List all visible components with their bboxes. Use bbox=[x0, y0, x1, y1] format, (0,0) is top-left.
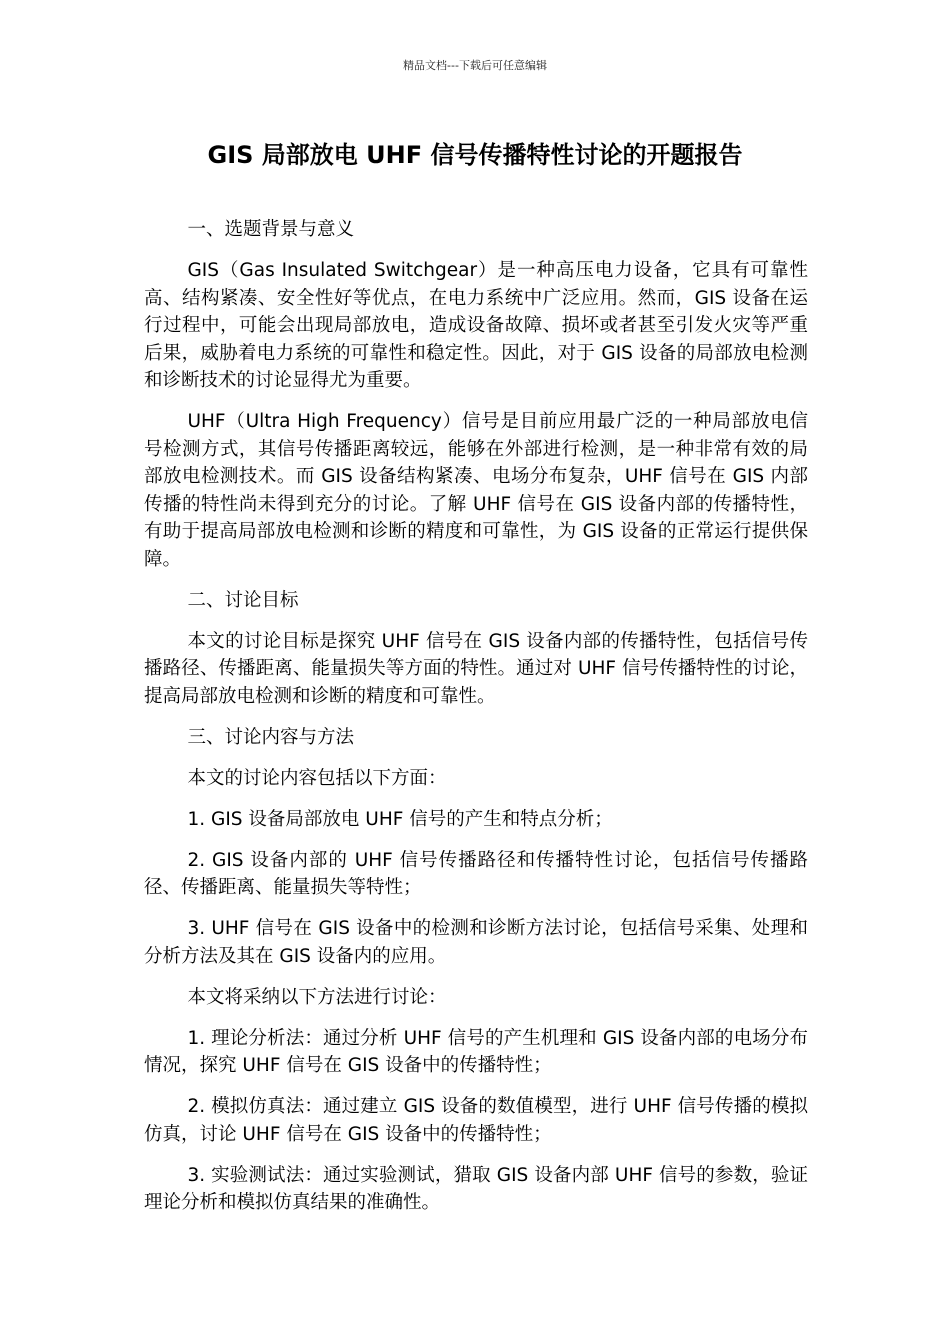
paragraph-content-intro: 本文的讨论内容包括以下方面： bbox=[187, 767, 447, 789]
page-header-note: 精品文档---下载后可任意编辑 bbox=[403, 59, 547, 72]
section-heading-content-methods: 三、讨论内容与方法 bbox=[187, 726, 354, 748]
list-item-method-3: 3. 实验测试法：通过实验测试，猎取 GIS 设备内部 UHF 信号的参数，验证理论分析和模拟仿真结果的准确性。 bbox=[144, 1164, 808, 1213]
list-item-method-2: 2. 模拟仿真法：通过建立 GIS 设备的数值模型，进行 UHF 信号传播的模拟仿真，讨论 UHF 信号在 GIS 设备中的传播特性； bbox=[144, 1096, 808, 1145]
paragraph-goals: 本文的讨论目标是探究 UHF 信号在 GIS 设备内部的传播特性，包括信号传播路径、传播距离、能量损失等方面的特性。通过对 UHF 信号传播特性的讨论，提高局部放电检测和诊断的精度和可靠性。 bbox=[144, 630, 808, 707]
paragraph-uhf-intro: UHF（Ultra High Frequency）信号是目前应用最广泛的一种局部放电信号检测方式，其信号传播距离较远，能够在外部进行检测，是一种非常有效的局部放电检测技术。而 GIS 设备结构紧凑、电场分布复杂，UHF 信号在 GIS 内部传播的特性尚未得到充分的讨论。了解 UHF 信号在 GIS 设备内部的传播特性，有助于提高局部放电检测和诊断的精度和可靠性，为 GIS 设备的正常运行提供保障。 bbox=[144, 411, 808, 570]
list-item-content-2: 2. GIS 设备内部的 UHF 信号传播路径和传播特性讨论，包括信号传播路径、传播距离、能量损失等特性； bbox=[144, 849, 808, 898]
section-heading-goals: 二、讨论目标 bbox=[187, 589, 299, 611]
list-item-content-3: 3. UHF 信号在 GIS 设备中的检测和诊断方法讨论，包括信号采集、处理和分析方法及其在 GIS 设备内的应用。 bbox=[144, 918, 808, 967]
paragraph-gis-intro: GIS（Gas Insulated Switchgear）是一种高压电力设备，它具有可靠性高、结构紧凑、安全性好等优点，在电力系统中广泛应用。然而，GIS 设备在运行过程中，可能会出现局部放电，造成设备故障、损坏或者甚至引发火灾等严重后果，威胁着电力系统的可靠性和稳定性。因此，对于 GIS 设备的局部放电检测和诊断技术的讨论显得尤为重要。 bbox=[144, 260, 808, 391]
list-item-content-1: 1. GIS 设备局部放电 UHF 信号的产生和特点分析； bbox=[187, 808, 613, 830]
paragraph-methods-intro: 本文将采纳以下方法进行讨论： bbox=[187, 986, 447, 1008]
section-heading-background: 一、选题背景与意义 bbox=[187, 219, 354, 240]
document-title: GIS 局部放电 UHF 信号传播特性讨论的开题报告 bbox=[207, 141, 743, 169]
list-item-method-1: 1. 理论分析法：通过分析 UHF 信号的产生机理和 GIS 设备内部的电场分布情况，探究 UHF 信号在 GIS 设备中的传播特性； bbox=[144, 1027, 808, 1076]
document-body bbox=[144, 216, 808, 1230]
